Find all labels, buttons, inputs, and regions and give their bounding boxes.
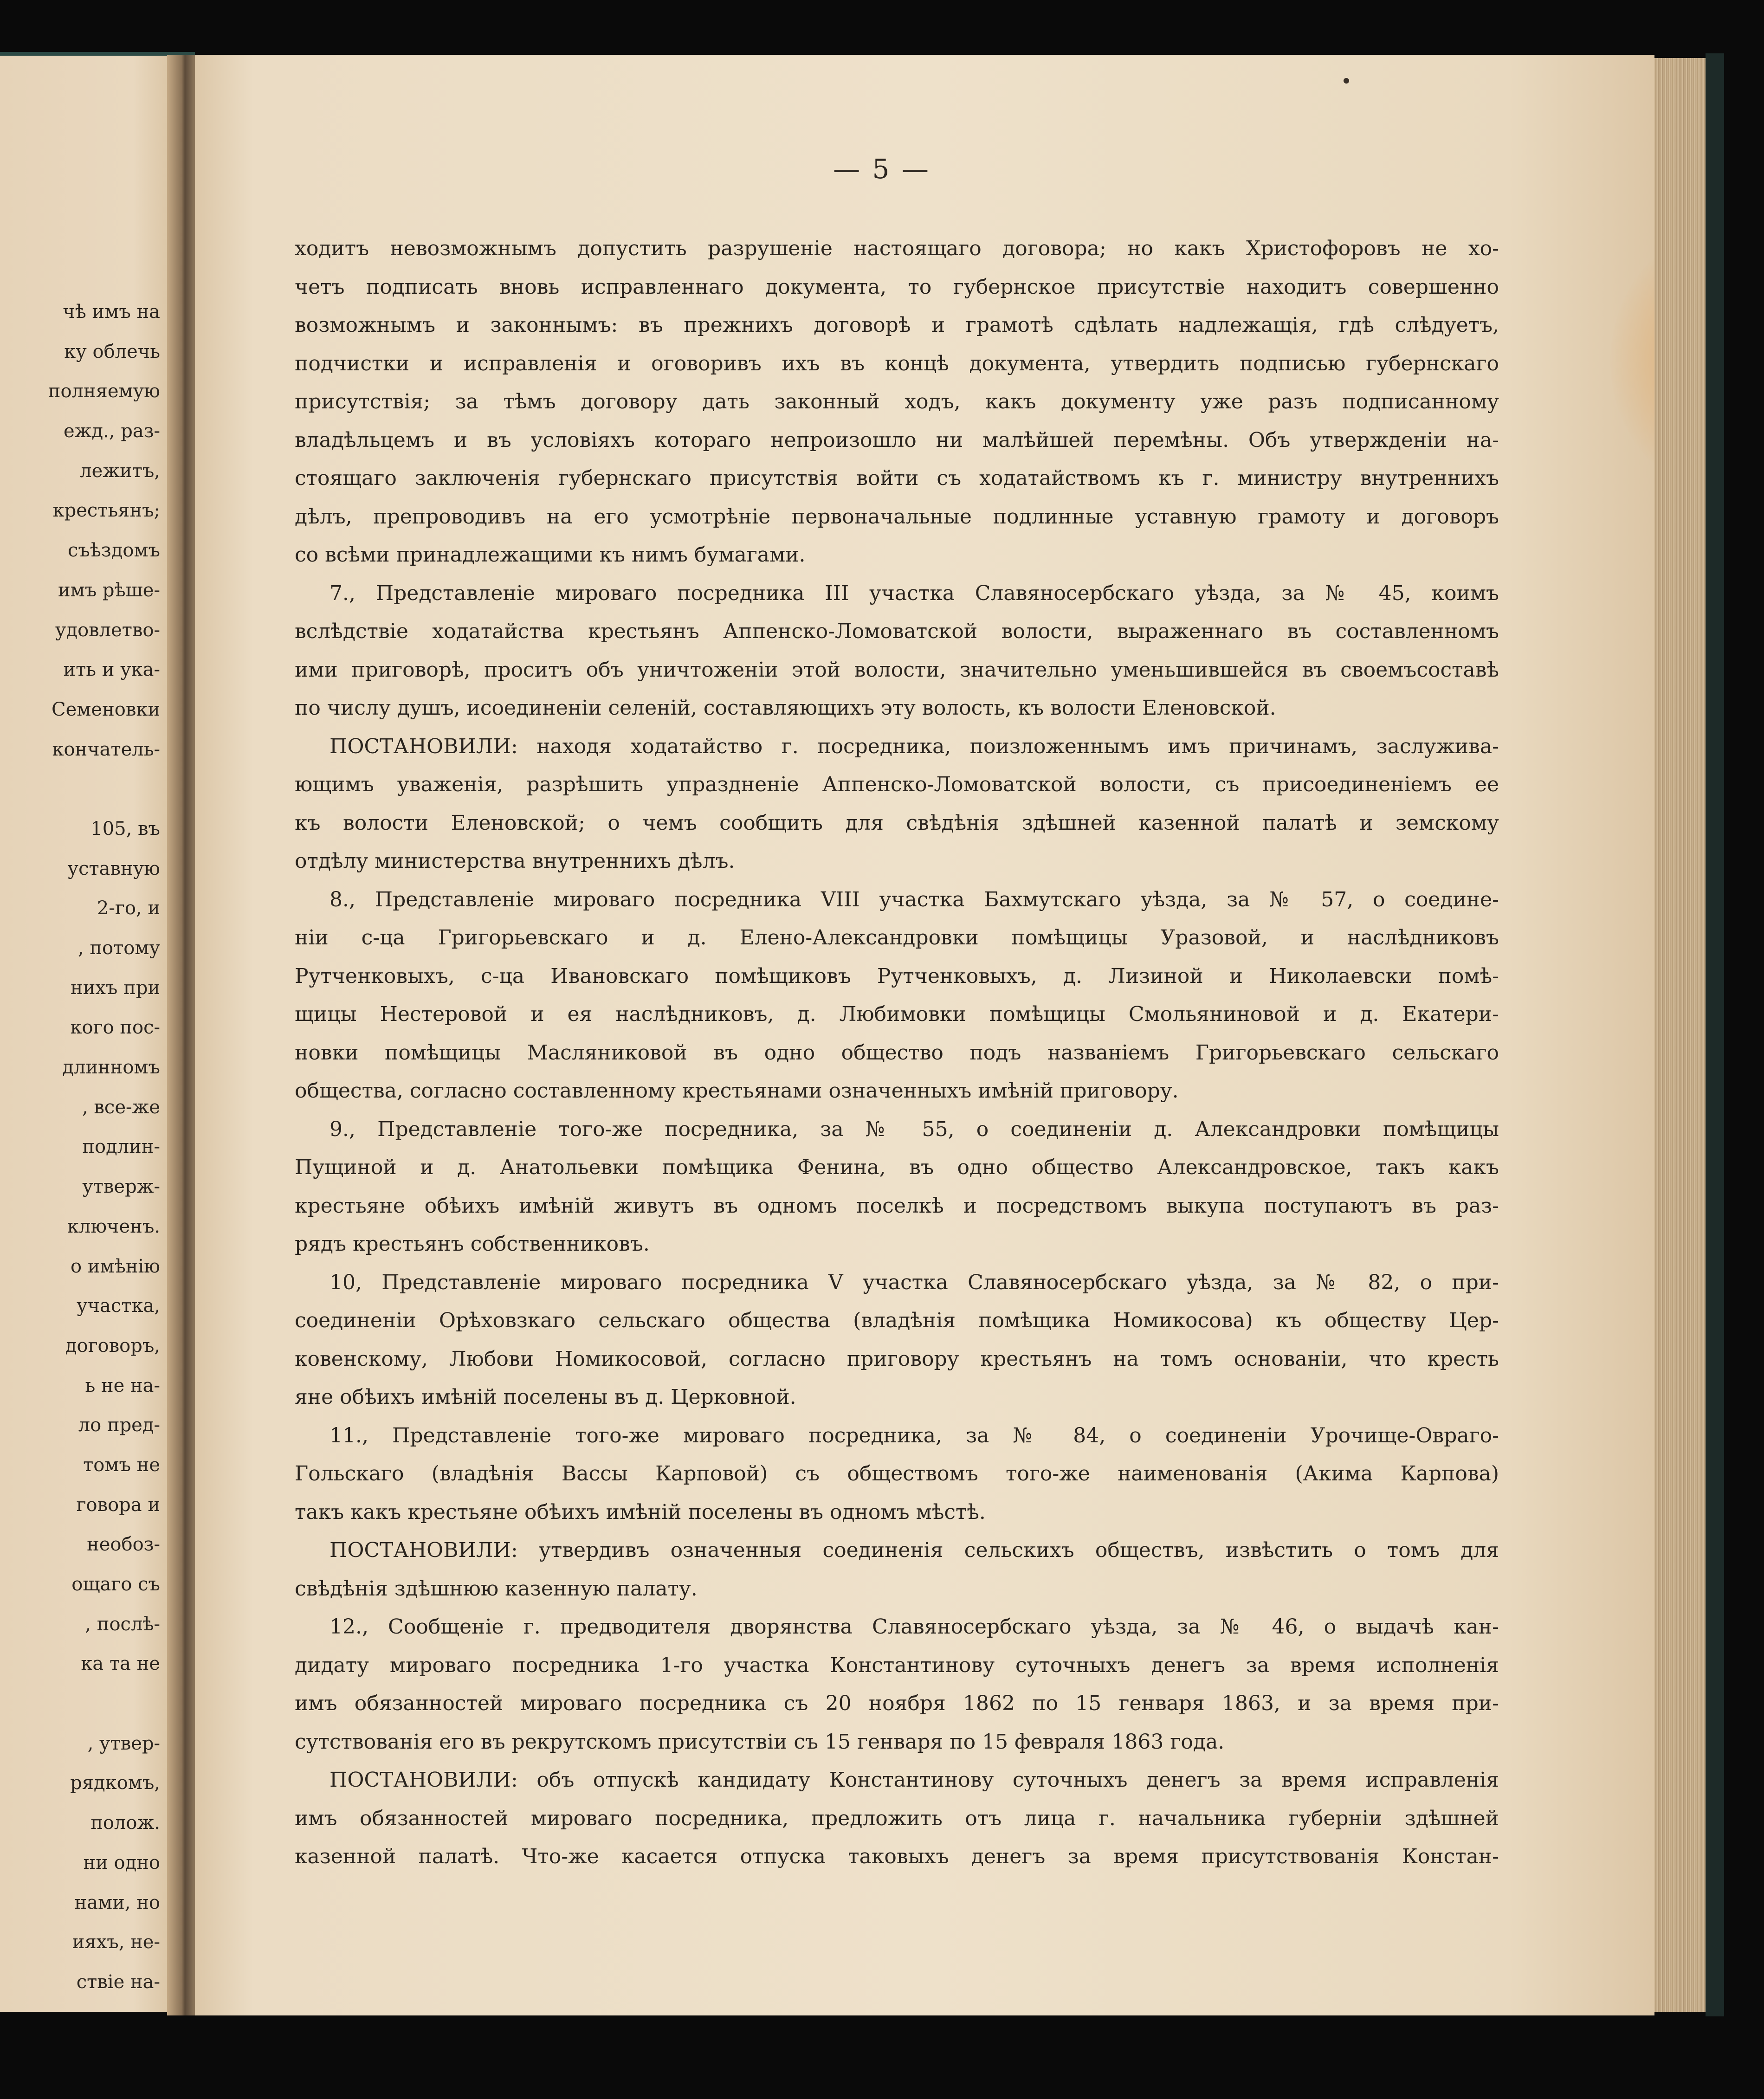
text-line: такъ какъ крестьяне обѣихъ имѣній поселены въ одномъ мѣстѣ. xyxy=(295,1500,986,1524)
left-line: ощаго съ xyxy=(71,1574,160,1595)
text-line: присутствія; за тѣмъ договору дать законный ходъ, какъ документу уже разъ подписанному xyxy=(295,390,1499,413)
text-line: ими приговорѣ, проситъ объ уничтоженіи этой волости, значительно уменьшившейся въ своемъсоставѣ xyxy=(295,658,1499,682)
left-line xyxy=(0,1684,160,1724)
left-line: ияхъ, не- xyxy=(72,1931,160,1953)
text-line: по числу душъ, исоединеніи селеній, составляющихъ эту волость, къ волости Еленовской. xyxy=(295,696,1276,720)
text-line: къ волости Еленовской; о чемъ сообщить для свѣдѣнія здѣшней казенной палатѣ и земскому xyxy=(295,811,1499,835)
text-line: четъ подписать вновь исправленнаго документа, то губернское присутствіе находитъ совершенно xyxy=(295,275,1499,299)
left-line: кого пос- xyxy=(70,1017,160,1039)
left-line: договоръ, xyxy=(65,1335,160,1356)
paragraph-10-start: 10, Представленіе мироваго посредника V участка Славяносербскаго уѣзда, за № 82, о при- xyxy=(330,1270,1499,1294)
text-line: ющимъ уваженія, разрѣшить упраздненіе Аппенско-Ломоватской волости, съ присоединеніемъ ее xyxy=(295,773,1499,796)
page-edges xyxy=(1654,58,1706,2012)
left-line: 105, въ xyxy=(90,818,160,840)
left-line: лежитъ, xyxy=(80,460,160,482)
text-line: яне обѣихъ имѣній поселены въ д. Церковной. xyxy=(295,1385,796,1409)
left-line: ни одно xyxy=(83,1852,160,1873)
left-line: , потому xyxy=(78,937,160,959)
left-line: съѣздомъ xyxy=(67,540,160,562)
text-line: Гольскаго (владѣнія Вассы Карповой) съ обществомъ того-же наименованія (Акима Карпова) xyxy=(295,1462,1499,1485)
text-line: Рутченковыхъ, с-ца Ивановскаго помѣщиковъ Рутченковыхъ, д. Лизиной и Николаевски помѣ- xyxy=(295,964,1499,988)
left-line: ку облечь xyxy=(64,341,160,362)
left-line: полняемую xyxy=(48,381,160,402)
text-line: имъ обязанностей мироваго посредника, предложить отъ лица г. начальника губерніи здѣшней xyxy=(295,1806,1499,1830)
page-body-text xyxy=(295,230,1499,1876)
text-line: имъ обязанностей мироваго посредника съ 20 ноября 1862 по 15 генваря 1863, и за время при- xyxy=(295,1692,1499,1715)
left-line: подлин- xyxy=(82,1136,160,1158)
text-line: новки помѣщицы Масляниковой въ одно общество подъ названіемъ Григорьевскаго сельскаго xyxy=(295,1040,1499,1065)
text-line: сутствованія его въ рекрутскомъ присутствіи съ 15 генваря по 15 февраля 1863 года. xyxy=(295,1730,1225,1754)
text-line: крестьяне обѣихъ имѣній живутъ въ одномъ поселкѣ и посредствомъ выкупа поступаютъ въ раз- xyxy=(295,1194,1499,1218)
ink-dot xyxy=(1344,78,1349,84)
left-line xyxy=(0,769,160,809)
left-line: Семеновки xyxy=(52,698,160,720)
text-line: рядъ крестьянъ собственниковъ. xyxy=(295,1232,650,1256)
text-line: щицы Нестеровой и ея наслѣдниковъ, д. Любимовки помѣщицы Смольяниновой и д. Екатери- xyxy=(295,1002,1499,1026)
resolution-start: ПОСТАНОВИЛИ: утвердивъ означенныя соединенія сельскихъ обществъ, извѣстить о томъ для xyxy=(330,1538,1499,1562)
left-line: полож. xyxy=(90,1812,160,1834)
text-line: ходитъ невозможнымъ допустить разрушеніе настоящаго договора; но какъ Христофоровъ не хо- xyxy=(295,237,1499,260)
left-line: удовлетво- xyxy=(55,619,160,641)
left-line: крестьянъ; xyxy=(52,500,160,522)
paragraph-9-start: 9., Представленіе того-же посредника, за № 55, о соединеніи д. Александровки помѣщицы xyxy=(330,1117,1499,1141)
left-line: ствіе на- xyxy=(76,1971,160,1993)
text-line: ковенскому, Любови Номикосовой, согласно приговору крестьянъ на томъ основаніи, что кресть xyxy=(295,1347,1499,1371)
paragraph-11-start: 11., Представленіе того-же мироваго посредника, за № 84, о соединеніи Урочище-Оврагo- xyxy=(330,1423,1499,1447)
resolution-start: ПОСТАНОВИЛИ: объ отпускѣ кандидату Константинову суточныхъ денегъ за время исправленія xyxy=(330,1768,1499,1792)
right-cover-edge xyxy=(1706,53,1724,2016)
left-line: ло пред- xyxy=(78,1414,160,1436)
left-line: , утвер- xyxy=(87,1732,160,1754)
left-line: утверж- xyxy=(82,1176,160,1198)
left-line: имъ рѣше- xyxy=(58,579,160,601)
left-line: ь не на- xyxy=(85,1375,160,1396)
text-line: дѣлъ, препроводивъ на его усмотрѣніе первоначальные подлинные уставную грамоту и договоръ xyxy=(295,504,1499,529)
left-line: длинномъ xyxy=(62,1057,160,1079)
left-line: необоз- xyxy=(87,1534,160,1556)
text-line: возможнымъ и законнымъ: въ прежнихъ договорѣ и грамотѣ сдѣлать надлежащія, гдѣ слѣдуетъ, xyxy=(295,313,1499,337)
left-page-text xyxy=(0,292,160,2002)
left-line: , все-же xyxy=(82,1096,160,1118)
text-line: вслѣдствіе ходатайства крестьянъ Аппенско-Ломоватской волости, выраженнаго въ составленномъ xyxy=(295,620,1499,643)
left-line: нами, но xyxy=(74,1892,160,1913)
text-line: владѣльцемъ и въ условіяхъ котораго непроизошло ни малѣйшей перемѣны. Объ утвержденіи на- xyxy=(295,428,1499,452)
left-line: , послѣ- xyxy=(85,1613,160,1635)
resolution-start: ПОСТАНОВИЛИ: находя ходатайство г. посредника, поизложеннымъ имъ причинамъ, заслужива- xyxy=(330,734,1499,758)
text-line: отдѣлу министерства внутреннихъ дѣлъ. xyxy=(295,849,735,873)
text-line: Пущиной и д. Анатольевки помѣщика Фенина, въ одно общество Александровское, такъ какъ xyxy=(295,1156,1499,1179)
text-line: со всѣми принадлежащими къ нимъ бумагами. xyxy=(295,543,806,567)
paragraph-8-start: 8., Представленіе мироваго посредника VIII участка Бахмутскаго уѣзда, за № 57, о соедине- xyxy=(330,887,1499,911)
left-page xyxy=(0,56,190,2012)
left-line: о имѣнію xyxy=(71,1255,160,1277)
left-line: томъ не xyxy=(83,1454,160,1476)
left-line: участка, xyxy=(77,1295,160,1317)
left-line: чѣ имъ на xyxy=(63,301,160,323)
text-line: казенной палатѣ. Что-же касается отпуска таковыхъ денегъ за время присутствованія Констан- xyxy=(295,1845,1499,1868)
left-line: ить и ука- xyxy=(63,659,160,681)
paragraph-12-start: 12., Сообщеніе г. предводителя дворянства Славяносербскаго уѣзда, за № 46, о выдачѣ кан- xyxy=(330,1615,1499,1639)
left-line: ежд., раз- xyxy=(63,420,160,442)
left-line: кончатель- xyxy=(52,738,160,760)
text-line: соединеніи Орѣховзкаго сельскаго общества (владѣнія помѣщика Номикосова) къ обществу Цер- xyxy=(295,1309,1499,1332)
left-line: уставную xyxy=(67,858,160,879)
text-line: свѣдѣнія здѣшнюю казенную палату. xyxy=(295,1576,698,1601)
page-number: — 5 — xyxy=(833,153,930,185)
left-line: ка та не xyxy=(81,1653,160,1675)
text-line: стоящаго заключенія губернскаго присутствія войти съ ходатайствомъ къ г. министру внутреннихъ xyxy=(295,466,1499,490)
text-line: ніи с-ца Григорьевскаго и д. Елено-Александровки помѣщицы Уразовой, и наслѣдниковъ xyxy=(295,926,1499,949)
text-line: дидату мироваго посредника 1-го участка Константинову суточныхъ денегъ за время исполненія xyxy=(295,1653,1499,1677)
left-line: говора и xyxy=(76,1494,160,1516)
left-line: рядкомъ, xyxy=(70,1772,160,1794)
left-line: 2-го, и xyxy=(97,898,160,919)
paper-stain xyxy=(1610,231,1654,491)
paragraph-7-start: 7., Представленіе мироваго посредника III участка Славяносербскаго уѣзда, за № 45, коимъ xyxy=(330,581,1499,605)
text-line: общества, согласно составленному крестьянами означенныхъ имѣній приговору. xyxy=(295,1079,1179,1103)
left-line: ниxъ при xyxy=(71,977,160,999)
text-line: подчистки и исправленія и оговоривъ ихъ въ концѣ документа, утвердить подписью губернскаго xyxy=(295,351,1499,375)
left-line: ключенъ. xyxy=(67,1215,160,1237)
